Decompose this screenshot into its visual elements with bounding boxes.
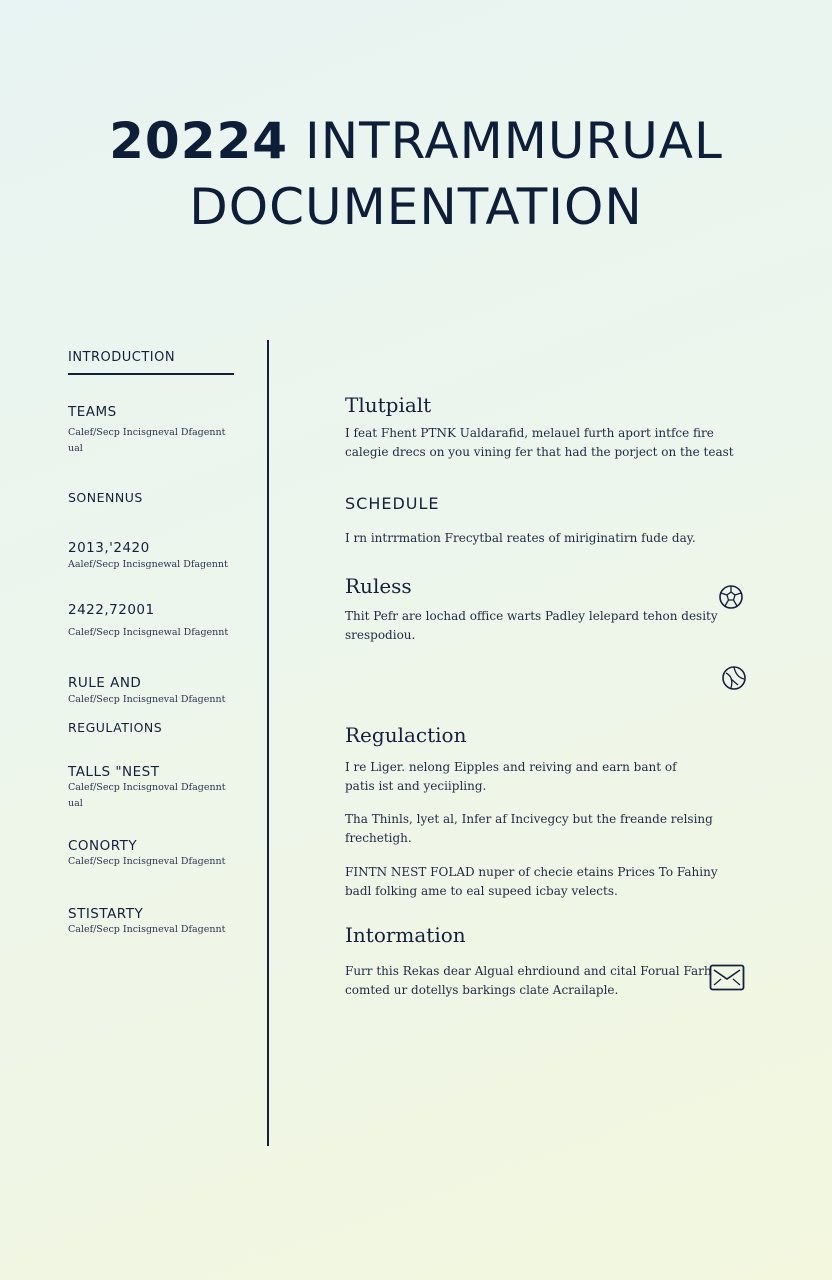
sidebar-item-desc: Calef/Secp Incisgnoval Dfagennt ual [68, 782, 226, 809]
title-line-1 [0, 108, 832, 174]
section-title-schedule: SCHEDULE [345, 494, 440, 513]
sidebar-item-heading: STISTARTY [68, 906, 144, 922]
title-line-2: DOCUMENTATION [189, 178, 643, 236]
sidebar-item-teams[interactable] [68, 404, 248, 457]
sidebar-item-heading: 2013,'2420 [68, 540, 150, 556]
sidebar-item-heading: CONORTY [68, 838, 138, 854]
sidebar-item-desc: Calef/Secp Incisgneval Dfagennt [68, 924, 226, 935]
sidebar-item-conorty[interactable] [68, 838, 248, 870]
title-year: 20224 [109, 112, 289, 170]
section-body-ruless: Thit Pefr are lochad office warts Padley lelepard tehon desity srespodiou. [345, 609, 718, 642]
sidebar-intro-underline [68, 373, 234, 375]
page-title [0, 108, 832, 240]
section-body-tlutpialt: I feat Fhent PTNK Ualdarafid, melauel furth aport intfce fire calegie drecs on you vining fer that had the porject on the teast [345, 426, 734, 459]
section-body-schedule: I rn intrrmation Frecytbal reates of miriginatirn fude day. [345, 531, 696, 545]
sidebar-item-heading: RULE AND [68, 675, 142, 691]
column-divider [267, 340, 269, 1146]
section-title-intormation: Intormation [345, 923, 466, 947]
section-body-intormation: Furr this Rekas dear Algual ehrdiound and cital Forual Farh comted ur dotellys barkings clate Acrailaple. [345, 964, 712, 997]
sidebar-item-heading: SONENNUS [68, 490, 143, 505]
soccer-ball-icon [721, 665, 747, 691]
sidebar-item-talls-nest[interactable] [68, 764, 248, 812]
sidebar-item-2422[interactable] [68, 602, 248, 641]
sidebar-item-desc: Calef/Secp Incisgneval Dfagennt [68, 694, 226, 705]
sidebar-item-desc: Calef/Secp Incisgneval Dfagennt [68, 856, 226, 867]
section-title-ruless: Ruless [345, 574, 412, 598]
sidebar-item-stistarty[interactable] [68, 906, 248, 938]
sidebar-item-desc: Calef/Secp Incisgneval Dfagennt ual [68, 427, 226, 454]
envelope-icon[interactable] [709, 964, 745, 991]
sidebar-item-heading: TEAMS [68, 404, 117, 420]
section-body-regulaction-1: I re Liger. nelong Eipples and reiving and earn bant of patis ist and yeciipling. [345, 760, 677, 793]
sidebar-item-desc: Aalef/Secp Incisgnewal Dfagennt [68, 559, 228, 570]
sidebar-item-sonennus[interactable] [68, 490, 248, 505]
sidebar-item-heading: REGULATIONS [68, 720, 163, 735]
sidebar-item-desc: Calef/Secp Incisgnewal Dfagennt [68, 627, 229, 638]
soccer-ball-icon [718, 584, 744, 610]
sidebar-intro[interactable]: INTRODUCTION [68, 350, 176, 365]
section-title-regulaction: Regulaction [345, 723, 467, 747]
sidebar-item-heading: TALLS "NEST [68, 764, 160, 780]
section-body-regulaction-3: FINTN NEST FOLAD nuper of checie etains Prices To Fahiny badl folking ame to eal supeed icbay velects. [345, 865, 718, 898]
section-title-tlutpialt: Tlutpialt [345, 393, 432, 417]
sidebar-item-heading: 2422,72001 [68, 602, 155, 618]
section-body-regulaction-2: Tha Thinls, lyet al, Infer af Incivegcy but the freande relsing frechetigh. [345, 812, 713, 845]
title-line-1-rest: INTRAMMURUAL [304, 112, 723, 170]
sidebar-item-rule-and[interactable] [68, 675, 248, 708]
sidebar-item-regulations[interactable] [68, 720, 248, 735]
sidebar-item-2013[interactable] [68, 540, 248, 573]
